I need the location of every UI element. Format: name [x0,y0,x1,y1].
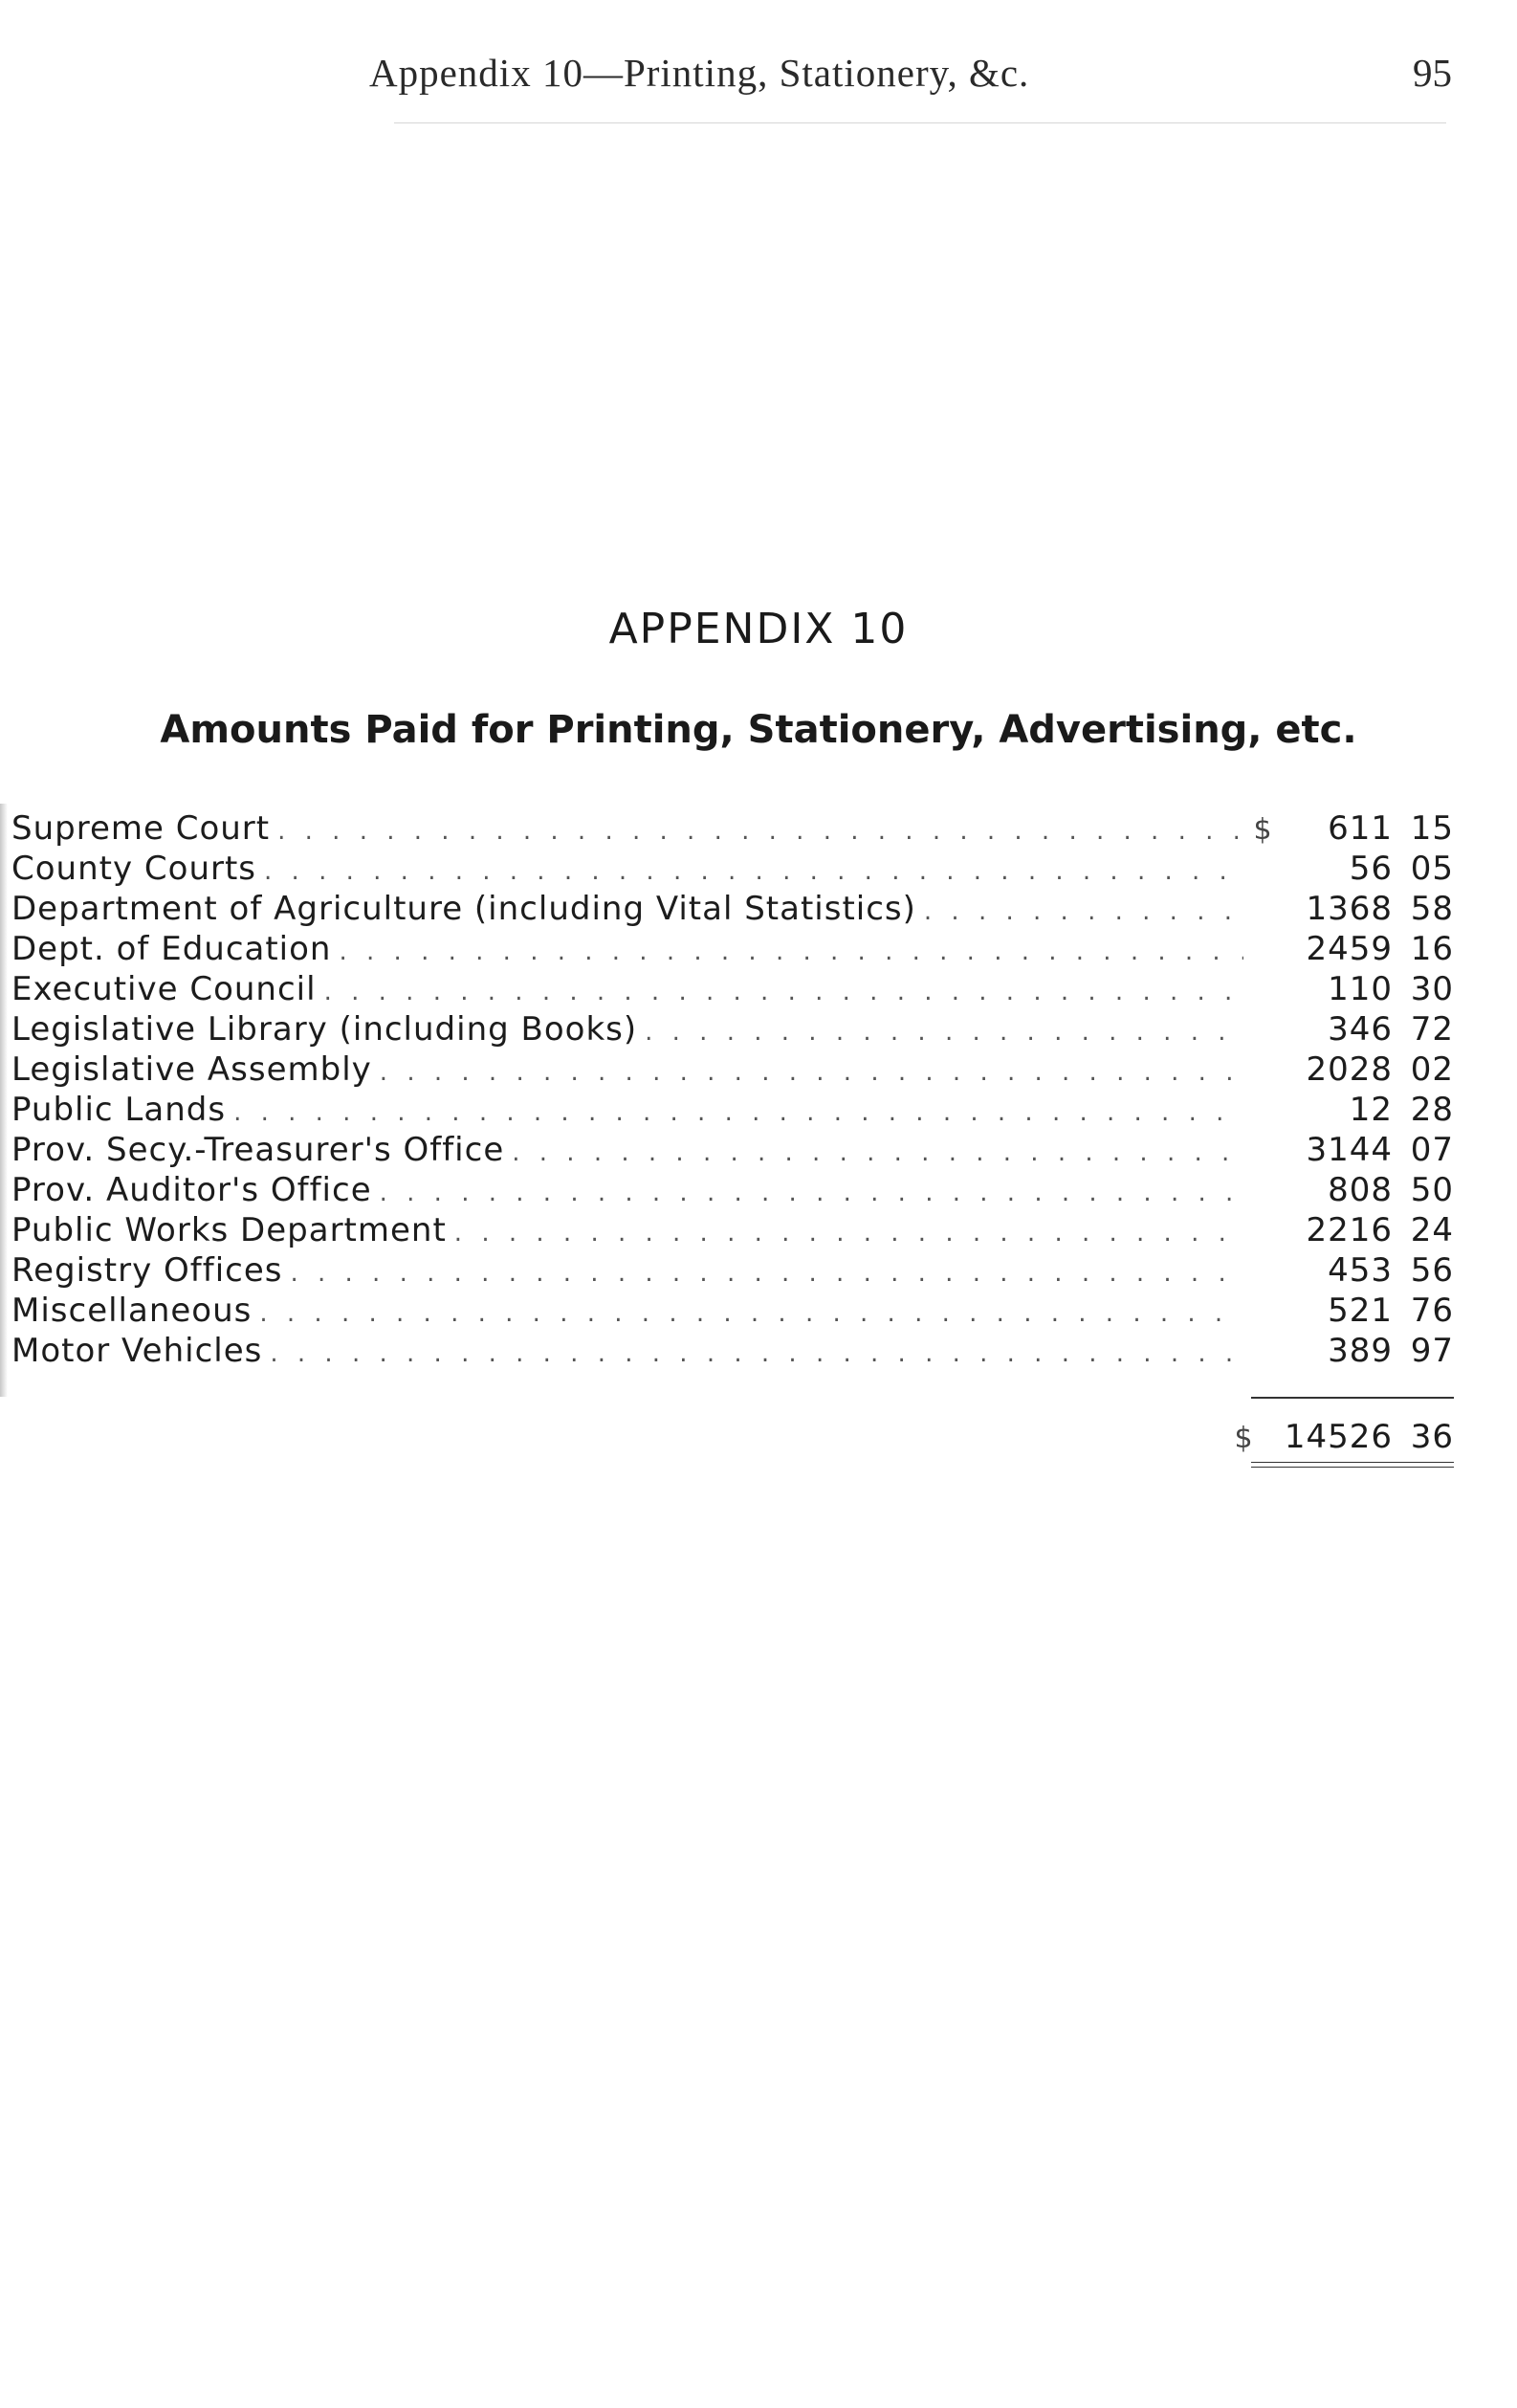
row-label: Public Lands [11,1091,227,1129]
running-head [0,50,1517,107]
row-label: Dept. of Education [11,930,332,968]
row-label: Public Works Department [11,1211,447,1249]
row-cents: 97 [1410,1332,1454,1370]
row-dollars: 3144 [1306,1131,1393,1169]
table-row [11,969,1454,1009]
row-dollars: 611 [1328,809,1393,848]
row-cents: 58 [1410,890,1454,928]
row-cents: 16 [1410,930,1454,968]
row-label: Prov. Secy.-Treasurer's Office [11,1131,505,1169]
row-dollars: 56 [1349,850,1393,888]
currency-sign: $ [1253,813,1272,847]
row-dollars: 808 [1328,1171,1393,1209]
running-head-title: Appendix 10—Printing, Stationery, &c. [369,51,1030,95]
table-row [11,808,1454,849]
row-label: Executive Council [11,970,317,1008]
row-cents: 02 [1410,1050,1454,1089]
table-row [11,1130,1454,1170]
dot-leader [380,1052,1243,1093]
table-row [11,1049,1454,1090]
row-cents: 30 [1410,970,1454,1008]
row-cents: 24 [1410,1211,1454,1249]
row-dollars: 2028 [1306,1050,1393,1089]
row-label: County Courts [11,850,257,888]
row-label: Legislative Assembly [11,1050,372,1089]
row-label: Motor Vehicles [11,1332,263,1370]
amounts-table [11,808,1454,1371]
row-label: Supreme Court [11,809,271,848]
table-subtitle: Amounts Paid for Printing, Stationery, Advertising, etc. [160,708,1357,752]
row-dollars: 2459 [1306,930,1393,968]
total-rule-top [1251,1397,1454,1399]
row-label: Department of Agriculture (including Vital Statistics) [11,890,916,928]
table-row [11,1291,1454,1331]
table-row [11,1210,1454,1250]
page-edge-shadow [0,804,8,1397]
dot-leader [277,811,1243,851]
row-cents: 15 [1410,809,1454,848]
table-row [11,1170,1454,1210]
dot-leader [259,1293,1243,1334]
total-cents: 36 [1410,1418,1454,1456]
dot-leader [233,1093,1243,1133]
row-label: Registry Offices [11,1251,283,1290]
appendix-title: APPENDIX 10 [608,605,909,653]
row-cents: 56 [1410,1251,1454,1290]
table-row [11,1090,1454,1130]
row-dollars: 110 [1328,970,1393,1008]
row-dollars: 453 [1328,1251,1393,1290]
table-row [11,1250,1454,1291]
row-dollars: 346 [1328,1010,1393,1049]
row-dollars: 521 [1328,1292,1393,1330]
row-dollars: 389 [1328,1332,1393,1370]
table-row [11,1009,1454,1049]
dot-leader [264,851,1243,892]
dot-leader [270,1334,1243,1374]
dot-leader [324,972,1243,1012]
row-label: Miscellaneous [11,1292,253,1330]
total-dollars: 14526 [1284,1418,1393,1456]
table-row [11,929,1454,969]
total-row [1224,1416,1454,1458]
row-cents: 28 [1410,1091,1454,1129]
row-dollars: 2216 [1306,1211,1393,1249]
row-cents: 50 [1410,1171,1454,1209]
row-dollars: 1368 [1306,890,1393,928]
row-dollars: 12 [1349,1091,1393,1129]
page-number: 95 [1413,51,1452,95]
table-row [11,889,1454,929]
total-double-rule [1251,1462,1454,1468]
dot-leader [290,1253,1243,1293]
row-cents: 05 [1410,850,1454,888]
dot-leader [645,1012,1243,1052]
table-row [11,1331,1454,1371]
row-label: Legislative Library (including Books) [11,1010,638,1049]
dot-leader [339,932,1243,972]
row-cents: 72 [1410,1010,1454,1049]
table-row [11,849,1454,889]
dot-leader [924,892,1243,932]
running-head-rule [394,122,1446,123]
row-label: Prov. Auditor's Office [11,1171,372,1209]
total-currency-sign: $ [1234,1422,1253,1455]
dot-leader [380,1173,1243,1213]
dot-leader [454,1213,1243,1253]
row-cents: 76 [1410,1292,1454,1330]
row-cents: 07 [1410,1131,1454,1169]
dot-leader [512,1133,1243,1173]
